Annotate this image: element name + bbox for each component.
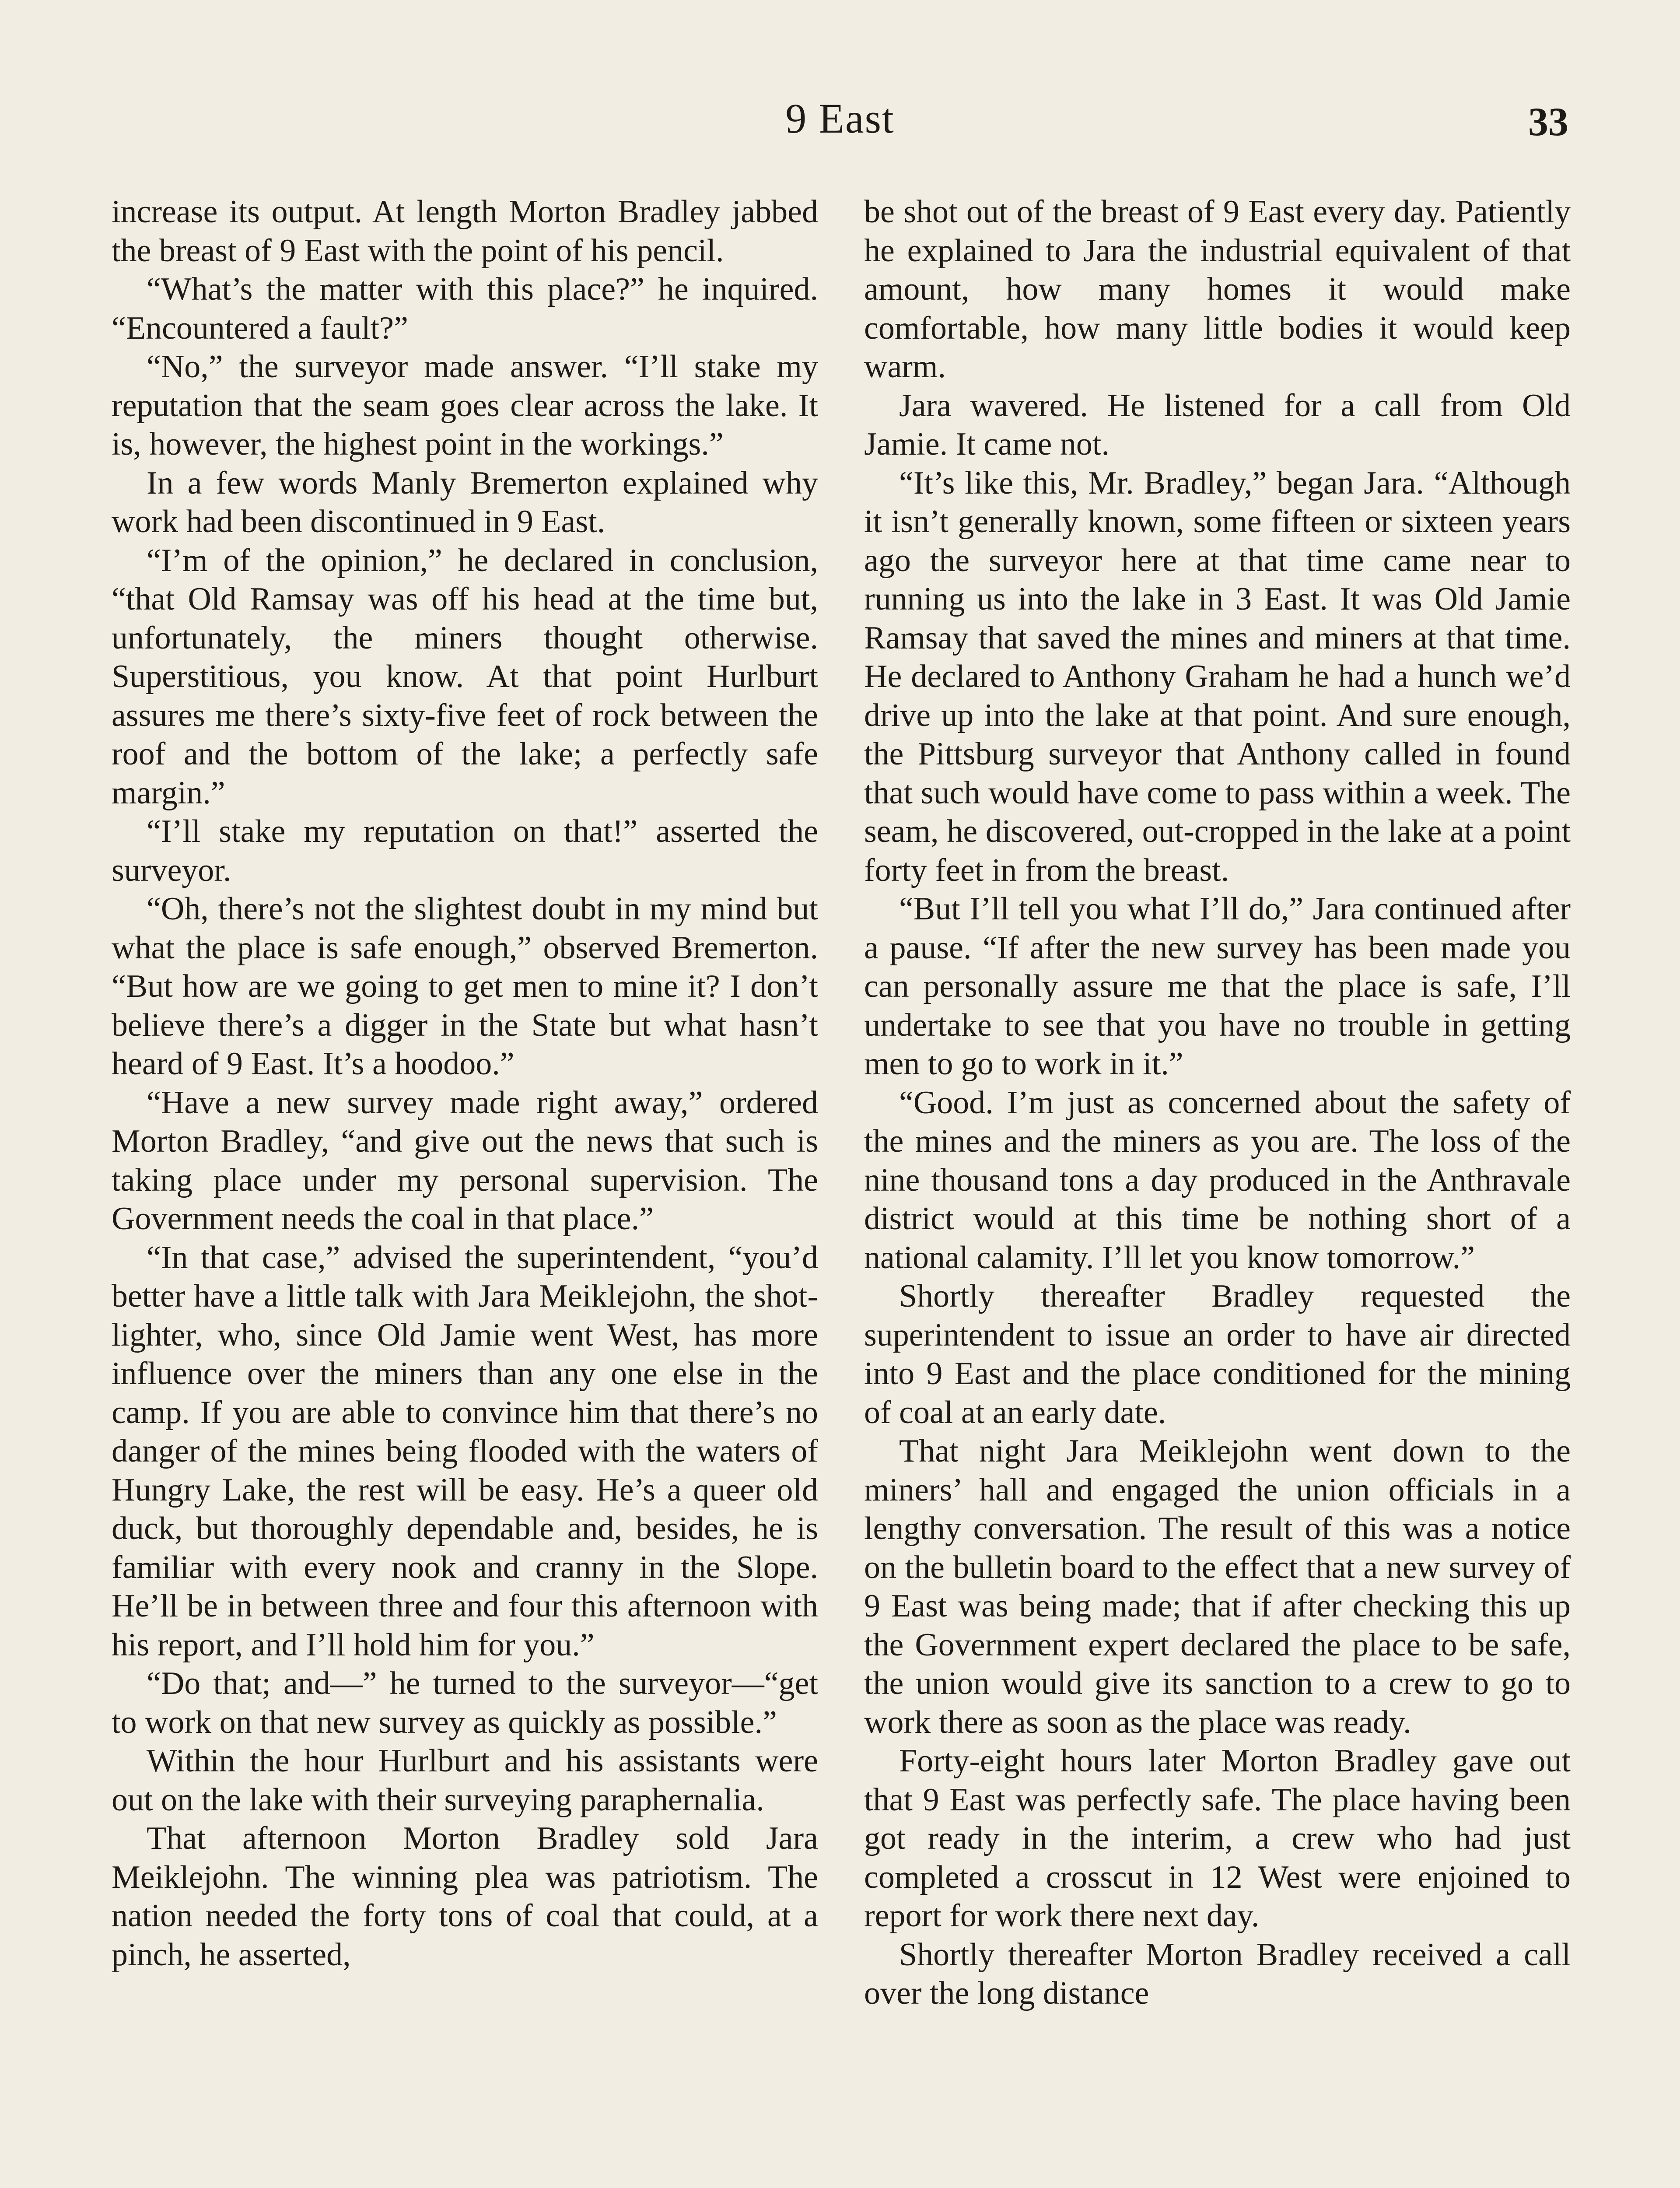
paragraph: be shot out of the breast of 9 East every day. Patiently he explained to Jara the industrial equivalent of that amount, how many homes it would make comfortable, how many little bodies it would keep warm. xyxy=(864,194,1571,385)
paragraph: “Do that; and—” he turned to the surveyor—“get to work on that new survey as quickly as possible.” xyxy=(112,1666,818,1740)
paragraph: “It’s like this, Mr. Bradley,” began Jara. “Although it isn’t generally known, some fifteen or sixteen years ago the surveyor here at that time came near to running us into the lake in 3 East. It was Old Jamie Ramsay that saved the mines and miners at that time. He declared to Anthony Graham he had a hunch we’d drive up into the lake at that point. And sure enough, the Pittsburg surveyor that Anthony called in found that such would have come to pass within a week. The seam, he discovered, out-cropped in the lake at a point forty feet in from the breast. xyxy=(864,465,1571,888)
paragraph: “I’ll stake my reputation on that!” asserted the surveyor. xyxy=(112,813,818,888)
paragraph: In a few words Manly Bremerton explained why work had been discontinued in 9 East. xyxy=(112,465,818,540)
paragraph: “In that case,” advised the superintendent, “you’d better have a little talk with Jara Meiklejohn, the shot-lighter, who, since Old Jamie went West, has more influence over the miners than any one else in the camp. If you are able to convince him that there’s no danger of the mines being flooded with the waters of Hungry Lake, the rest will be easy. He’s a queer old duck, but thoroughly dependable and, besides, he is familiar with every nook and cranny in the Slope. He’ll be in between three and four this afternoon with his report, and I’ll hold him for you.” xyxy=(112,1239,818,1663)
paragraph: “Have a new survey made right away,” ordered Morton Bradley, “and give out the news that such is taking place under my personal supervision. The Government needs the coal in that place.” xyxy=(112,1084,818,1237)
left-text-column xyxy=(112,193,818,1974)
page-number: 33 xyxy=(1528,99,1568,144)
paragraph: “Oh, there’s not the slightest doubt in my mind but what the place is safe enough,” observed Bremerton. “But how are we going to get men to mine it? I don’t believe there’s a digger in the State but what hasn’t heard of 9 East. It’s a hoodoo.” xyxy=(112,891,818,1082)
paragraph: Jara wavered. He listened for a call from Old Jamie. It came not. xyxy=(864,387,1571,462)
paragraph: “Good. I’m just as concerned about the safety of the mines and the miners as you are. The loss of the nine thousand tons a day produced in the Anthravale district would at this time be nothing short of a national calamity. I’ll let you know tomorrow.” xyxy=(864,1084,1571,1276)
right-text-column xyxy=(864,193,1571,2013)
paragraph: increase its output. At length Morton Bradley jabbed the breast of 9 East with the point of his pencil. xyxy=(112,194,818,269)
running-header-title: 9 East xyxy=(785,95,895,142)
paragraph: That afternoon Morton Bradley sold Jara Meiklejohn. The winning plea was patriotism. The nation needed the forty tons of coal that could, at a pinch, he asserted, xyxy=(112,1820,818,1973)
paragraph: Shortly thereafter Morton Bradley received a call over the long distance xyxy=(864,1936,1571,2011)
paragraph: That night Jara Meiklejohn went down to the miners’ hall and engaged the union officials in a lengthy conversation. The result of this was a notice on the bulletin board to the effect that a new survey of 9 East was being made; that if after checking this up the Government expert declared the place to be safe, the union would give its sanction to a crew to go to work there as soon as the place was ready. xyxy=(864,1433,1571,1740)
paragraph: Shortly thereafter Bradley requested the superintendent to issue an order to have air directed into 9 East and the place conditioned for the mining of coal at an early date. xyxy=(864,1278,1571,1431)
paragraph: “But I’ll tell you what I’ll do,” Jara continued after a pause. “If after the new survey has been made you can personally assure me that the place is safe, I’ll undertake to see that you have no trouble in getting men to go to work in it.” xyxy=(864,891,1571,1082)
paragraph: “I’m of the opinion,” he declared in conclusion, “that Old Ramsay was off his head at the time but, unfortunately, the miners thought otherwise. Superstitious, you know. At that point Hurlburt assures me there’s sixty-five feet of rock between the roof and the bottom of the lake; a perfectly safe margin.” xyxy=(112,542,818,811)
paragraph: Within the hour Hurlburt and his assistants were out on the lake with their surveying paraphernalia. xyxy=(112,1743,818,1818)
paragraph: “What’s the matter with this place?” he inquired. “Encountered a fault?” xyxy=(112,271,818,346)
paragraph: “No,” the surveyor made answer. “I’ll stake my reputation that the seam goes clear across the lake. It is, however, the highest point in the workings.” xyxy=(112,349,818,462)
paragraph: Forty-eight hours later Morton Bradley gave out that 9 East was perfectly safe. The place having been got ready in the interim, a crew who had just completed a crosscut in 12 West were enjoined to report for work there next day. xyxy=(864,1743,1571,1934)
